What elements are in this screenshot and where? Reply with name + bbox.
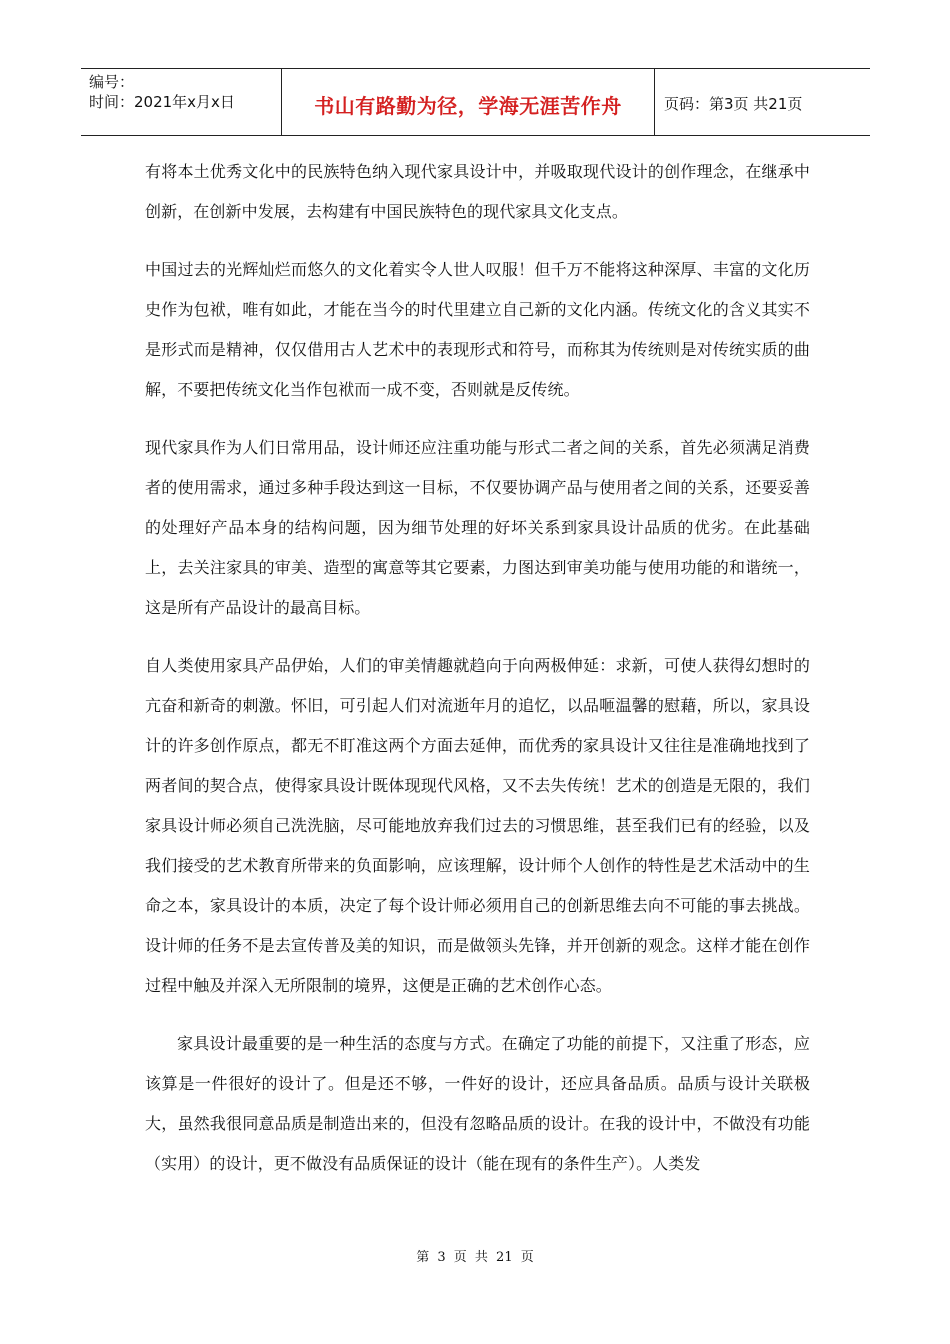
header-page-info: 页码：第3页 共21页 bbox=[664, 94, 803, 113]
page-footer: 第 3 页 共 21 页 bbox=[416, 1250, 534, 1265]
document-number-label: 编号： bbox=[89, 73, 135, 91]
body-paragraph: 有将本土优秀文化中的民族特色纳入现代家具设计中，并吸取现代设计的创作理念，在继承中创新，在创新中发展，去构建有中国民族特色的现代家具文化支点。 bbox=[145, 162, 810, 221]
body-paragraph: 中国过去的光辉灿烂而悠久的文化着实令人世人叹服！但千万不能将这种深厚、丰富的文化历史作为包袱，唯有如此，才能在当今的时代里建立自己新的文化内涵。传统文化的含义其实不是形式而是精神，仅仅借用古人艺术中的表现形式和符号，而称其为传统则是对传统实质的曲解，不要把传统文化当作包袱而一成不变，否则就是反传统。 bbox=[145, 260, 810, 399]
document-date-label: 时间：2021年x月x日 bbox=[89, 93, 235, 111]
document-body bbox=[145, 152, 810, 1202]
header-motto: 书山有路勤为径，学海无涯苦作舟 bbox=[282, 69, 655, 135]
header-left-cell bbox=[81, 69, 282, 135]
document-header bbox=[81, 68, 870, 136]
body-paragraph: 现代家具作为人们日常用品，设计师还应注重功能与形式二者之间的关系，首先必须满足消费者的使用需求，通过多种手段达到这一目标，不仅要协调产品与使用者之间的关系，还要妥善的处理好产品本身的结构问题，因为细节处理的好坏关系到家具设计品质的优劣。在此基础上，去关注家具的审美、造型的寓意等其它要素，力图达到审美功能与使用功能的和谐统一，这是所有产品设计的最高目标。 bbox=[145, 438, 810, 617]
body-paragraph: 自人类使用家具产品伊始，人们的审美情趣就趋向于向两极伸延：求新，可使人获得幻想时的亢奋和新奇的刺激。怀旧，可引起人们对流逝年月的追忆，以品咂温馨的慰藉，所以，家具设计的许多创作原点，都无不盯准这两个方面去延伸，而优秀的家具设计又往往是准确地找到了两者间的契合点，使得家具设计既体现现代风格，又不去失传统！艺术的创造是无限的，我们家具设计师必须自己洗洗脑，尽可能地放弃我们过去的习惯思维，甚至我们已有的经验，以及我们接受的艺术教育所带来的负面影响，应该理解，设计师个人创作的特性是艺术活动中的生命之本，家具设计的本质，决定了每个设计师必须用自己的创新思维去向不可能的事去挑战。设计师的任务不是去宣传普及美的知识，而是做领头先锋，并开创新的观念。这样才能在创作过程中触及并深入无所限制的境界，这便是正确的艺术创作心态。 bbox=[145, 656, 810, 995]
body-paragraph: 家具设计最重要的是一种生活的态度与方式。在确定了功能的前提下，又注重了形态，应该算是一件很好的设计了。但是还不够，一件好的设计，还应具备品质。品质与设计关联极大，虽然我很同意品质是制造出来的，但没有忽略品质的设计。在我的设计中，不做没有功能（实用）的设计，更不做没有品质保证的设计（能在现有的条件生产）。人类发 bbox=[145, 1034, 810, 1173]
